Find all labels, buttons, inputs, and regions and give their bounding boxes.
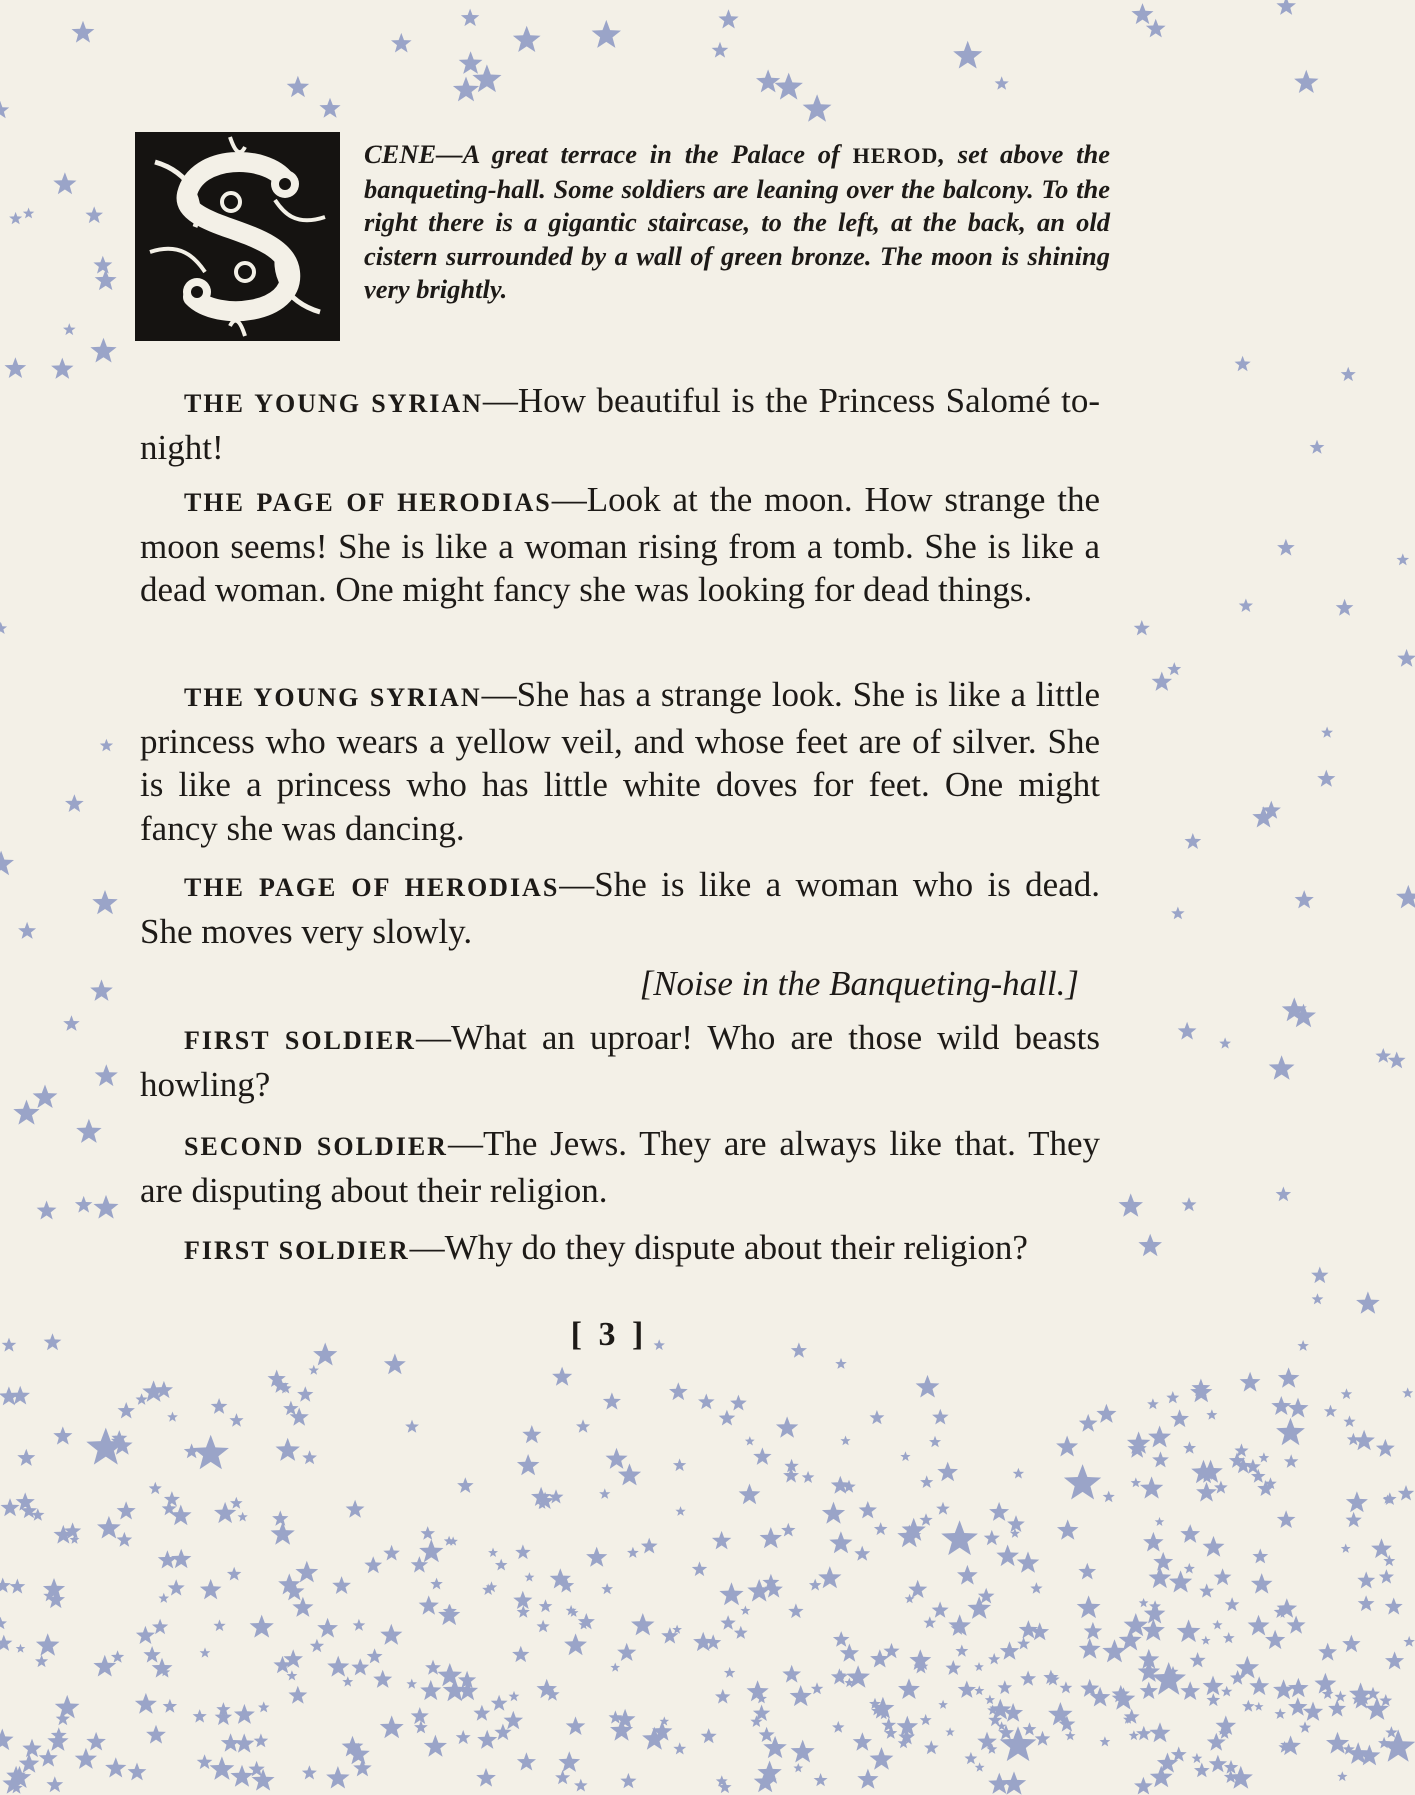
- speech-2: [140, 478, 1100, 612]
- speaker-name: THE YOUNG SYRIAN: [184, 683, 482, 712]
- speech-text: —How beautiful is the Princess Salomé to-night!: [140, 381, 1100, 467]
- speech-text: —Why do they dispute about their religion?: [409, 1228, 1028, 1267]
- stage-note: [Noise in the Banqueting-hall.]: [639, 964, 1079, 1003]
- speaker-name: FIRST SOLDIER: [184, 1236, 410, 1265]
- stage-direction-rest: , set above the banqueting-hall. Some soldiers are leaning over the balcony. To the right there is a gigantic staircase, to the left, at the back, an old cistern surrounded by a wall of green bronze. The moon is shining very brightly.: [364, 139, 1111, 304]
- opening-stage-direction: [364, 138, 1110, 307]
- ornamental-s-icon: [135, 132, 340, 341]
- speech-3: [140, 673, 1100, 850]
- speech-4: [140, 863, 1100, 953]
- speech-text: —What an uproar! Who are those wild beasts howling?: [140, 1018, 1100, 1104]
- speech-1: [140, 379, 1100, 469]
- speech-text: —The Jews. They are always like that. They are disputing about their religion.: [140, 1124, 1100, 1210]
- speaker-name: THE PAGE OF HERODIAS: [184, 873, 560, 902]
- speech-text: —She has a strange look. She is like a little princess who wears a yellow veil, and whose feet are of silver. She is like a princess who has little white doves for feet. One might fancy she was dancing.: [140, 675, 1100, 848]
- speech-text: —Look at the moon. How strange the moon seems! She is like a woman rising from a tomb. She is like a dead woman. One might fancy she was looking for dead things.: [140, 480, 1100, 609]
- speech-7: [140, 1226, 1100, 1273]
- speaker-name: THE PAGE OF HERODIAS: [184, 488, 552, 517]
- speaker-name: THE YOUNG SYRIAN: [184, 389, 483, 418]
- herod-name: HEROD: [852, 143, 939, 168]
- stage-direction-lead: CENE—A great terrace in the Palace of: [364, 139, 853, 169]
- speech-5: [140, 1016, 1100, 1106]
- speaker-name: FIRST SOLDIER: [184, 1026, 416, 1055]
- drop-cap-ornament: [135, 132, 340, 341]
- page-number: [ 3 ]: [570, 1316, 648, 1353]
- speech-6: [140, 1122, 1100, 1212]
- speaker-name: SECOND SOLDIER: [184, 1132, 448, 1161]
- speech-text: —She is like a woman who is dead. She moves very slowly.: [140, 865, 1100, 951]
